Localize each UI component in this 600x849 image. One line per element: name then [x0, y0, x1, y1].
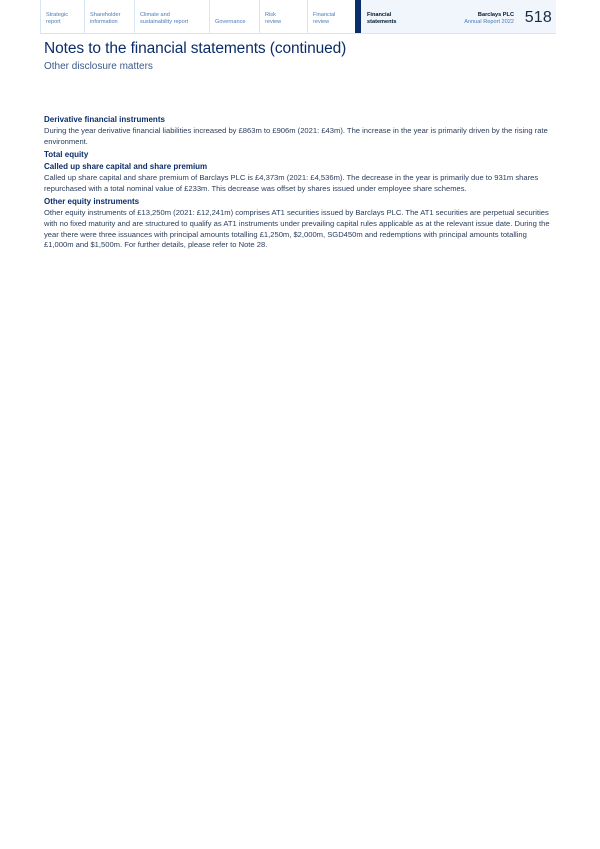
section-heading-share-capital: Called up share capital and share premium	[44, 162, 208, 172]
nav-tab-line: review	[313, 19, 330, 25]
section-heading-derivatives: Derivative financial instruments	[44, 115, 165, 124]
header-divider	[40, 33, 556, 34]
paragraph-share-capital: Called up share capital and share premium of Barclays PLC is £4,373m (2021: £4,536m). The decrease in the year is primarily due to 931m shares repurchased with a total nominal value of £233m. This decrease was offset by shares issued under employee share schemes.	[44, 173, 539, 193]
main-content	[44, 114, 556, 253]
page-subtitle: Other disclosure matters	[44, 61, 153, 72]
nav-tab-line: review	[265, 19, 282, 25]
nav-tab-line: Risk	[265, 12, 276, 18]
paragraph-derivatives: During the year derivative financial liabilities increased by £863m to £906m (2021: £43m). The increase in the year is primarily driven by the rising rate environment.	[44, 126, 548, 146]
report-name: Annual Report 2022	[464, 19, 514, 25]
nav-tab-line: statements	[367, 19, 397, 25]
nav-tab-financial-statements[interactable]	[355, 0, 410, 33]
nav-tab-line: Financial	[313, 12, 336, 18]
nav-tab-line: Strategic	[46, 12, 69, 18]
nav-tab-risk-review[interactable]	[259, 0, 307, 33]
nav-tab-line: report	[46, 19, 61, 25]
nav-tab-climate-sustainability[interactable]	[134, 0, 209, 33]
nav-tab-line: information	[90, 19, 118, 25]
brand-block	[464, 12, 514, 26]
nav-tab-strategic-report[interactable]	[40, 0, 84, 33]
section-heading-total-equity: Total equity	[44, 150, 89, 160]
top-navigation	[40, 0, 556, 33]
paragraph-other-equity: Other equity instruments of £13,250m (2021: £12,241m) comprises AT1 securities issued by Barclays PLC. The AT1 securities are perpetual securities with no fixed maturity and are structured to qualify as AT1 instruments under prevailing capital rules applicable as at the relevant issue date. During the year there were three issuances with principal amounts totalling £1,250m, $2,000m, SGD450m and redemptions with principal amounts totalling £1,000m and $1,500m. For further details, please refer to Note 28.	[44, 208, 550, 250]
nav-tab-shareholder-information[interactable]	[84, 0, 134, 33]
nav-tab-line: Financial	[367, 12, 392, 18]
nav-tab-line: Climate and	[140, 12, 170, 18]
header-brand-area	[410, 0, 556, 33]
page-title: Notes to the financial statements (continued)	[44, 40, 347, 57]
nav-tab-line: Shareholder	[90, 12, 121, 18]
nav-tab-line: sustainability report	[140, 19, 189, 25]
nav-tab-line: Governance	[215, 19, 246, 25]
nav-tab-governance[interactable]	[209, 0, 259, 33]
page-number: 518	[524, 9, 552, 26]
section-heading-other-equity: Other equity instruments	[44, 197, 140, 207]
brand-name: Barclays PLC	[477, 12, 514, 18]
nav-tab-financial-review[interactable]	[307, 0, 355, 33]
